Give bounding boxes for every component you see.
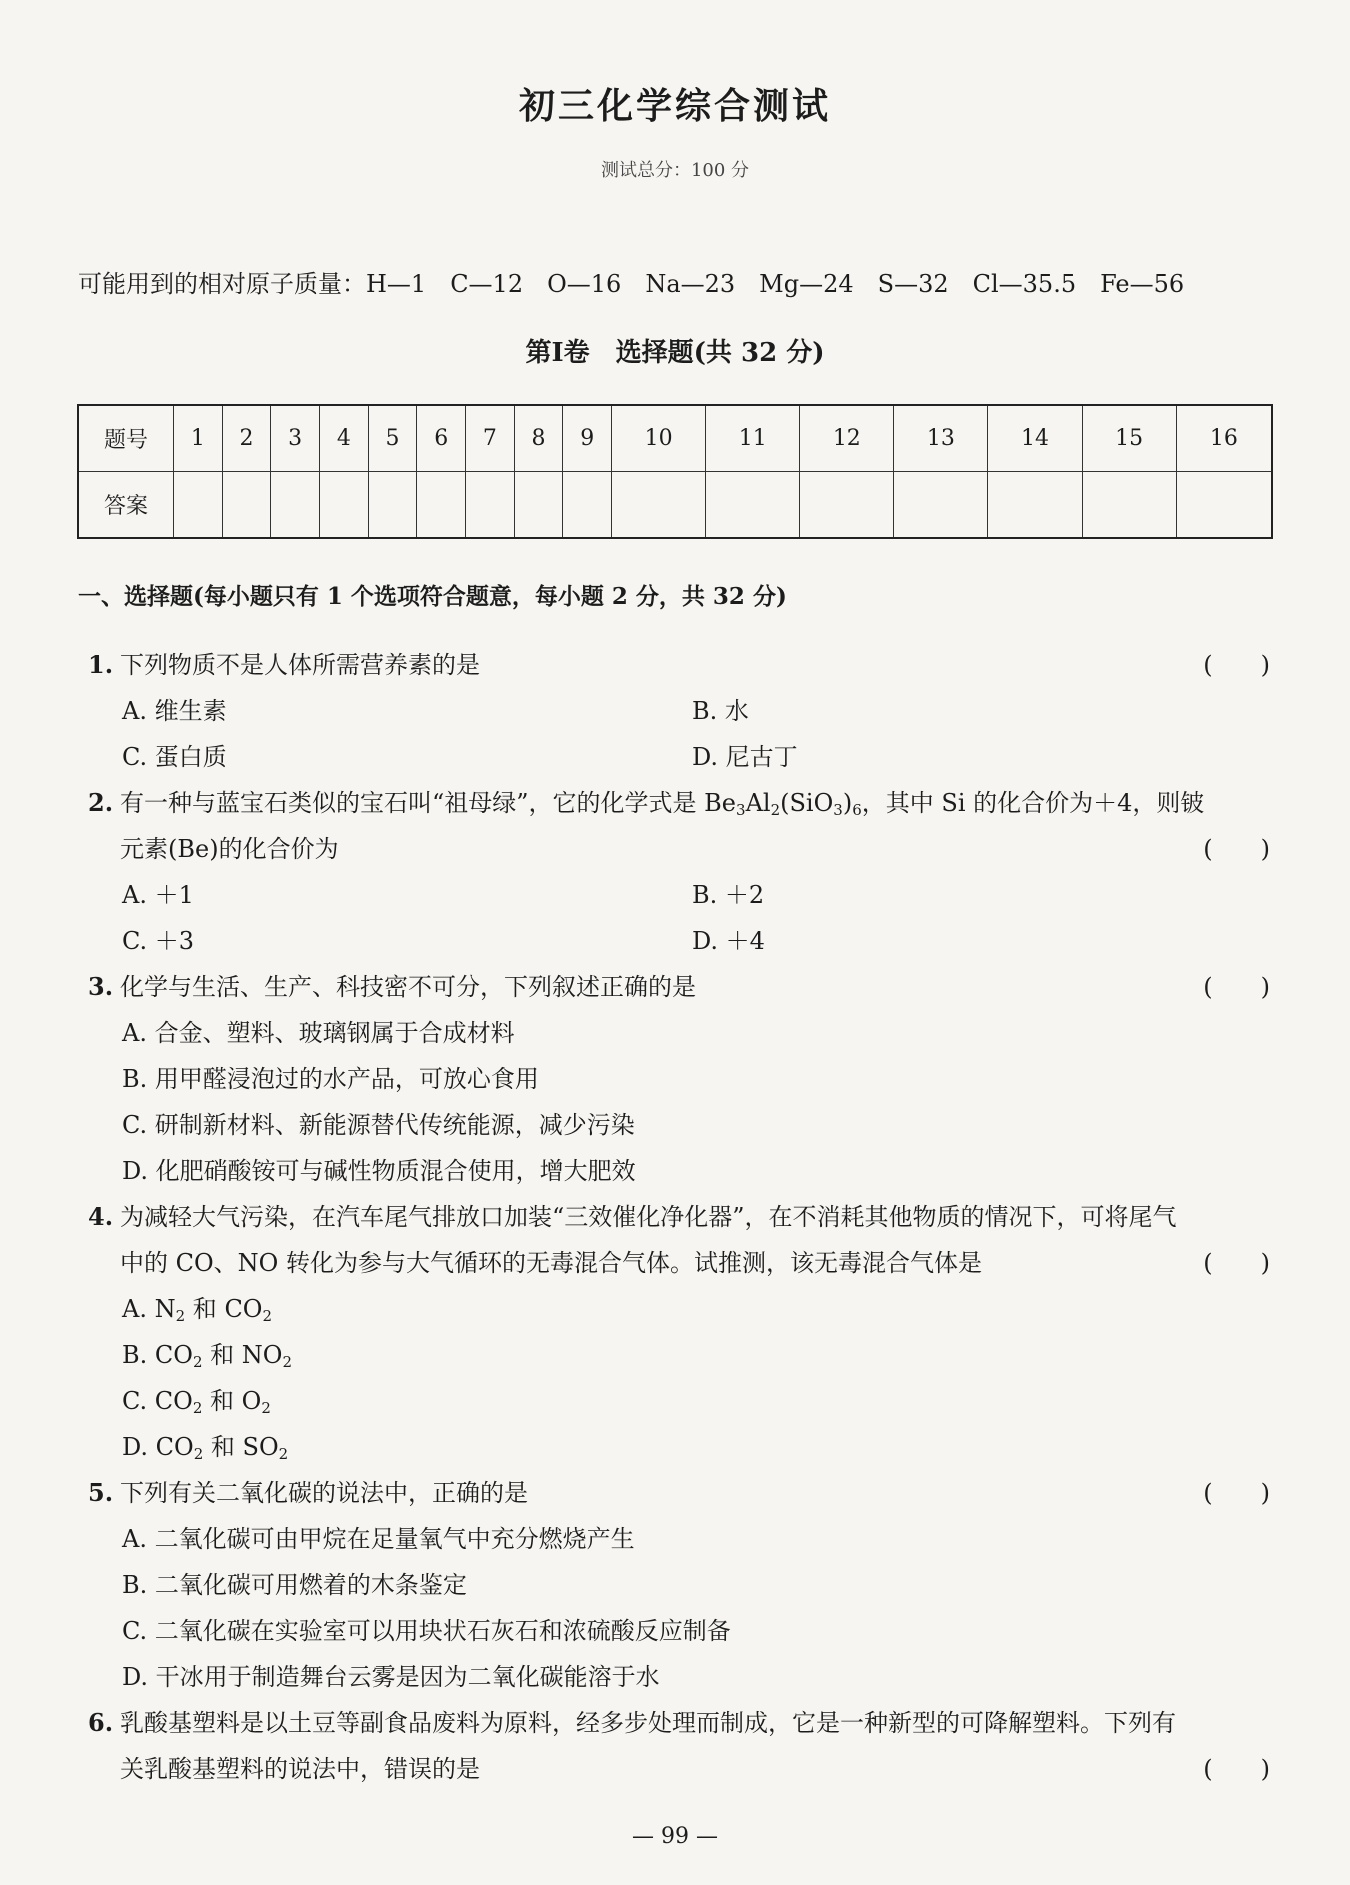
option-c[interactable]: C. 研制新材料、新能源替代传统能源，减少污染	[122, 1111, 635, 1139]
subscript: 2	[192, 1353, 203, 1371]
answer-cell[interactable]	[894, 472, 988, 539]
cell-number: 5	[368, 405, 417, 472]
answer-cell[interactable]	[988, 472, 1082, 539]
question-stem-continued: 中的 CO、NO 转化为参与大气循环的无毒混合气体。试推测，该无毒混合气体是	[120, 1249, 982, 1277]
subscript: 2	[261, 1399, 271, 1417]
answer-row	[78, 472, 1272, 539]
answer-cell[interactable]	[174, 472, 223, 539]
answer-cell[interactable]	[563, 472, 612, 539]
cell-number: 2	[222, 405, 271, 472]
answer-cell[interactable]	[222, 472, 271, 539]
answer-blank[interactable]: ( )	[1203, 835, 1270, 863]
question-number: 1.	[88, 650, 114, 679]
answer-cell[interactable]	[320, 472, 369, 539]
option-b[interactable]: B. ＋2	[692, 881, 765, 909]
question-number: 4.	[88, 1202, 114, 1231]
answer-blank[interactable]: ( )	[1203, 1755, 1270, 1783]
option-a[interactable]: A. ＋1	[122, 881, 194, 909]
formula: N	[154, 1295, 176, 1323]
formula: NO	[241, 1341, 283, 1369]
cell-number: 10	[612, 405, 706, 472]
section-title: 第Ⅰ卷 选择题(共 32 分)	[525, 338, 825, 368]
answer-cell[interactable]	[514, 472, 563, 539]
cell-number: 6	[417, 405, 466, 472]
cell-number: 12	[800, 405, 894, 472]
cell-number: 7	[466, 405, 515, 472]
option-c[interactable]: C. 蛋白质	[122, 743, 227, 771]
question-stem-continued: 元素(Be)的化合价为	[120, 835, 339, 863]
part-heading: 一、选择题(每小题只有 1 个选项符合题意，每小题 2 分，共 32 分)	[78, 583, 787, 610]
total-score: 测试总分：100 分	[600, 160, 750, 181]
atomic-masses: 可能用到的相对原子质量：H—1 C—12 O—16 Na—23 Mg—24 S—32 Cl—35.5 Fe—56	[78, 270, 1185, 298]
option-d[interactable]: D. 尼古丁	[692, 743, 798, 771]
formula: SO	[242, 1433, 279, 1461]
cell-number: 9	[563, 405, 612, 472]
conjunction: 和	[210, 1341, 235, 1369]
conjunction: 和	[210, 1433, 235, 1461]
option-d[interactable]: D. 化肥硝酸铵可与碱性物质混合使用，增大肥效	[122, 1157, 636, 1185]
answer-blank[interactable]: ( )	[1203, 973, 1270, 1001]
page-title: 初三化学综合测试	[518, 85, 831, 127]
cell-number: 13	[894, 405, 988, 472]
subscript: 6	[852, 801, 862, 819]
question-stem-continued: 关乳酸基塑料的说法中，错误的是	[120, 1755, 480, 1783]
cell-number: 1	[174, 405, 223, 472]
cell-number: 3	[271, 405, 320, 472]
question-number-row	[78, 405, 1272, 472]
option-b[interactable]	[122, 1332, 292, 1378]
answer-blank[interactable]: ( )	[1203, 651, 1270, 679]
answer-cell[interactable]	[271, 472, 320, 539]
subscript: 2	[192, 1399, 203, 1417]
answer-blank[interactable]: ( )	[1203, 1479, 1270, 1507]
subscript: 3	[833, 801, 843, 819]
answer-cell[interactable]	[800, 472, 894, 539]
question-stem-part: Al	[745, 789, 771, 817]
answer-cell[interactable]	[1082, 472, 1176, 539]
subscript: 3	[736, 801, 746, 819]
answer-cell[interactable]	[417, 472, 466, 539]
question-6-line-2	[88, 1746, 1278, 1792]
question-2-line-2	[88, 826, 1278, 872]
option-c[interactable]: C. 二氧化碳在实验室可以用块状石灰石和浓硫酸反应制备	[122, 1617, 731, 1645]
question-stem: 化学与生活、生产、科技密不可分，下列叙述正确的是	[120, 973, 696, 1001]
option-letter: C.	[122, 1387, 148, 1415]
cell-number: 11	[706, 405, 800, 472]
question-stem: 乳酸基塑料是以土豆等副食品废料为原料，经多步处理而制成，它是一种新型的可降解塑料。下列有	[120, 1709, 1176, 1737]
question-4-line-2	[88, 1240, 1278, 1286]
question-stem: 为减轻大气污染，在汽车尾气排放口加装“三效催化净化器”，在不消耗其他物质的情况下，可将尾气	[120, 1203, 1177, 1231]
question-4	[88, 1194, 1278, 1240]
question-number: 5.	[88, 1478, 114, 1507]
formula: CO	[154, 1387, 193, 1415]
option-a[interactable]	[122, 1286, 272, 1332]
conjunction: 和	[210, 1387, 235, 1415]
subscript: 2	[282, 1353, 293, 1371]
question-3	[88, 964, 1278, 1010]
question-number: 2.	[88, 788, 114, 817]
subscript: 2	[278, 1445, 289, 1463]
page-number: — 99 —	[632, 1824, 718, 1849]
subscript: 2	[175, 1307, 186, 1325]
question-number: 3.	[88, 972, 114, 1001]
option-b[interactable]: B. 水	[692, 697, 749, 725]
cell-number: 14	[988, 405, 1082, 472]
question-stem: 下列物质不是人体所需营养素的是	[120, 651, 480, 679]
question-stem-part: (SiO	[780, 789, 834, 817]
option-a[interactable]: A. 维生素	[122, 697, 227, 725]
formula: CO	[154, 1341, 193, 1369]
answer-cell[interactable]	[706, 472, 800, 539]
question-1	[88, 642, 1278, 688]
option-a[interactable]: A. 合金、塑料、玻璃钢属于合成材料	[122, 1019, 515, 1047]
subscript: 2	[770, 801, 781, 819]
option-d[interactable]	[122, 1424, 288, 1470]
answer-cell[interactable]	[466, 472, 515, 539]
formula: CO	[155, 1433, 194, 1461]
question-2	[88, 780, 1278, 826]
question-6	[88, 1700, 1278, 1746]
option-d[interactable]: D. ＋4	[692, 927, 765, 955]
subscript: 2	[262, 1307, 273, 1325]
option-letter: D.	[122, 1433, 149, 1461]
subscript: 2	[193, 1445, 204, 1463]
question-stem-part: ，其中 Si 的化合价为＋4，则铍	[861, 789, 1205, 817]
answer-cell[interactable]	[368, 472, 417, 539]
formula: CO	[224, 1295, 263, 1323]
answer-table	[77, 404, 1273, 539]
cell-number: 16	[1176, 405, 1272, 472]
question-stem: 下列有关二氧化碳的说法中，正确的是	[120, 1479, 528, 1507]
row-label-answer: 答案	[78, 472, 174, 539]
question-number: 6.	[88, 1708, 114, 1737]
option-b[interactable]: B. 二氧化碳可用燃着的木条鉴定	[122, 1571, 467, 1599]
cell-number: 8	[514, 405, 563, 472]
cell-number: 15	[1082, 405, 1176, 472]
question-5	[88, 1470, 1278, 1516]
row-label-number: 题号	[78, 405, 174, 472]
conjunction: 和	[192, 1295, 217, 1323]
option-c[interactable]: C. ＋3	[122, 927, 195, 955]
formula: O	[241, 1387, 262, 1415]
answer-blank[interactable]: ( )	[1203, 1249, 1270, 1277]
option-c[interactable]	[122, 1378, 271, 1424]
cell-number: 4	[320, 405, 369, 472]
question-stem-part: )	[842, 789, 853, 817]
option-d[interactable]: D. 干冰用于制造舞台云雾是因为二氧化碳能溶于水	[122, 1663, 660, 1691]
answer-cell[interactable]	[612, 472, 706, 539]
option-letter: A.	[122, 1295, 147, 1323]
option-a[interactable]: A. 二氧化碳可由甲烷在足量氧气中充分燃烧产生	[122, 1525, 635, 1553]
option-letter: B.	[122, 1341, 148, 1369]
answer-cell[interactable]	[1176, 472, 1272, 539]
option-b[interactable]: B. 用甲醛浸泡过的水产品，可放心食用	[122, 1065, 539, 1093]
question-stem: 有一种与蓝宝石类似的宝石叫“祖母绿”，它的化学式是 Be	[120, 789, 737, 817]
